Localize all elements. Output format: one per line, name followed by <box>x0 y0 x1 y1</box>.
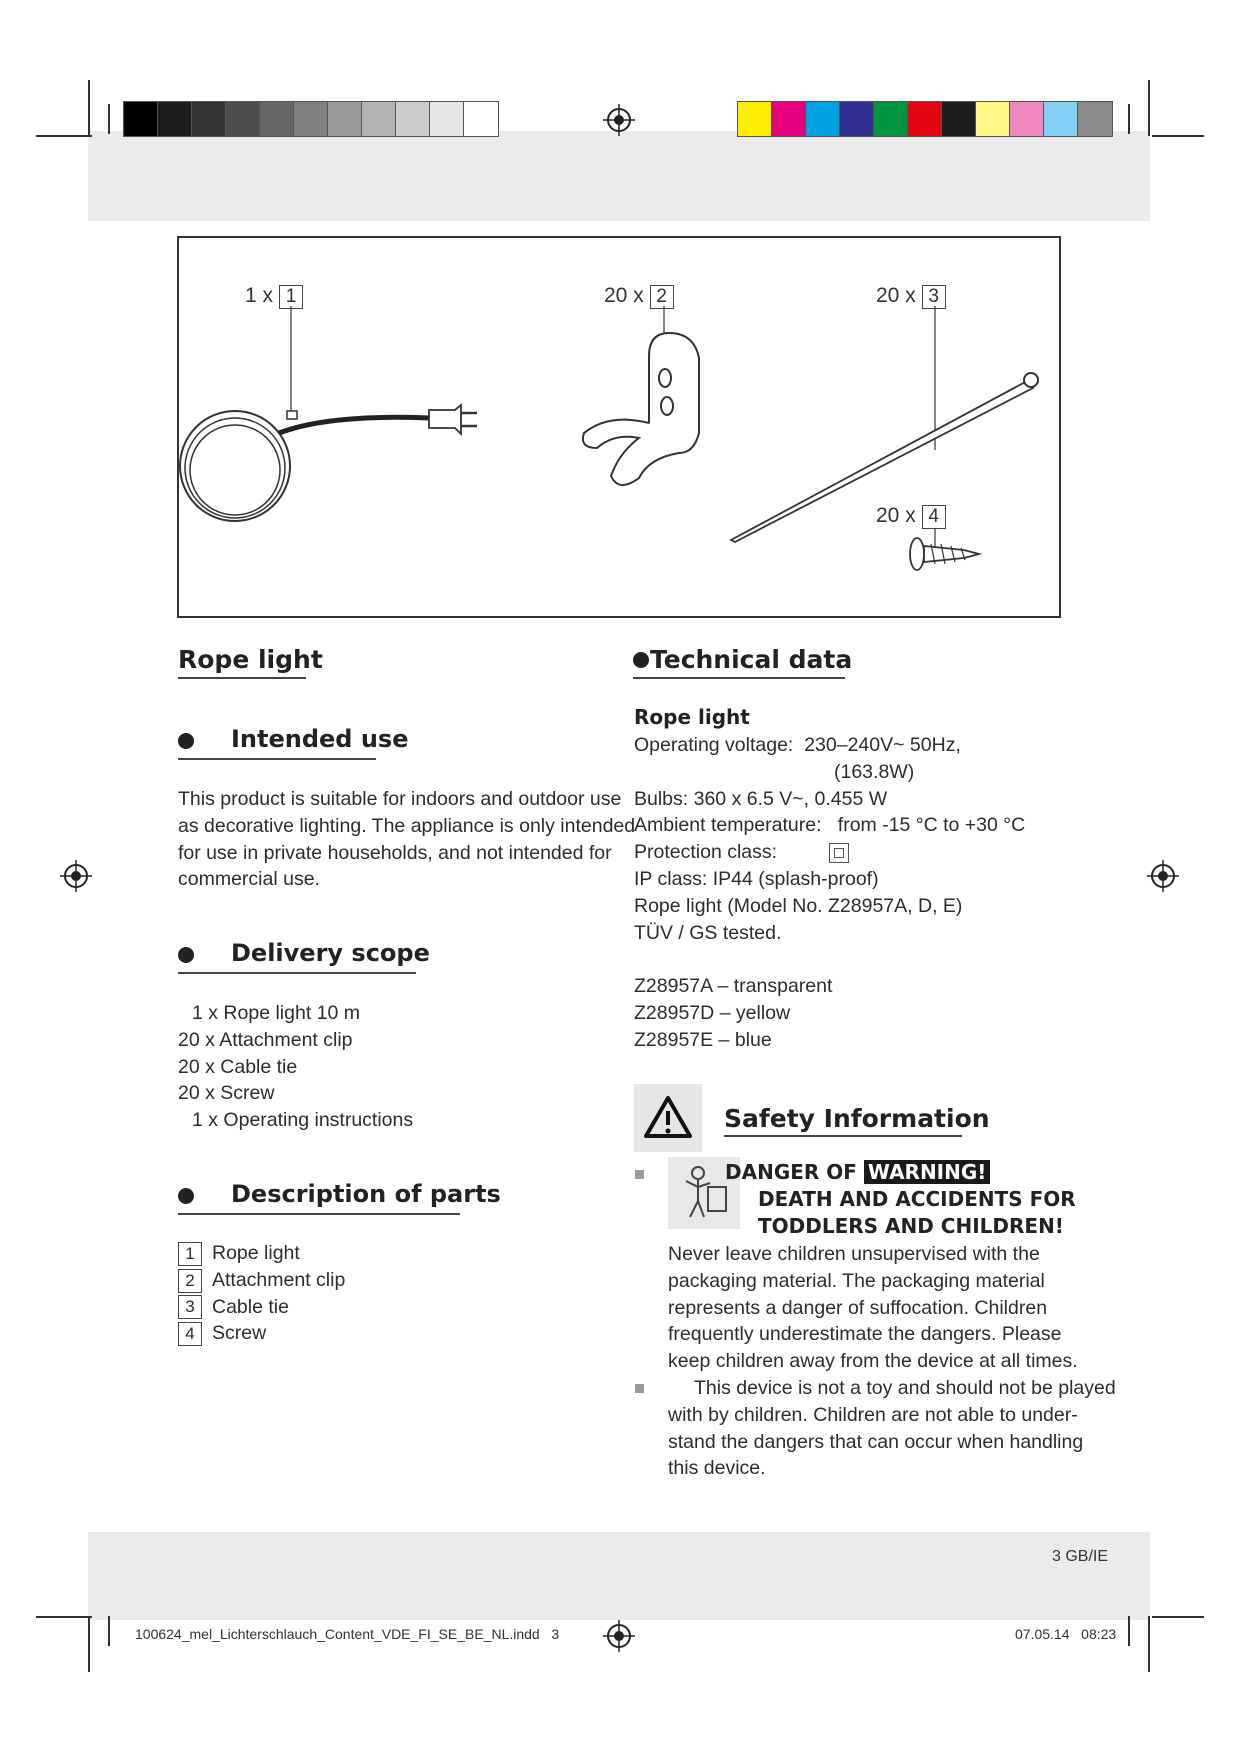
cable-tie-icon <box>731 373 1038 542</box>
spec-label: Ambient temperature: <box>634 814 822 837</box>
registration-mark-icon <box>1147 860 1179 892</box>
gray-swatch <box>396 102 430 136</box>
protection-class-ii-icon <box>829 843 849 863</box>
list-bullet-icon <box>635 1384 644 1393</box>
gray-swatch <box>260 102 294 136</box>
color-swatch <box>1010 102 1044 136</box>
registration-mark-icon <box>603 1620 635 1652</box>
part-number: 1 <box>178 1242 202 1266</box>
gray-swatch <box>328 102 362 136</box>
callout-qty: 20 x <box>604 284 644 307</box>
variant-item: Z28957E – blue <box>634 1028 772 1051</box>
crop-mark <box>1152 1616 1204 1618</box>
color-swatch <box>908 102 942 136</box>
heading-underline <box>178 972 416 974</box>
text-line: Never leave children unsupervised with the <box>668 1243 1040 1265</box>
section-bullet-icon <box>178 733 194 749</box>
text-line: packaging material. The packaging material <box>668 1269 1045 1292</box>
bottom-print-band <box>88 1532 1150 1620</box>
parts-illustration <box>177 236 1061 618</box>
crop-mark <box>1128 104 1130 134</box>
color-swatch <box>976 102 1010 136</box>
registration-mark-icon <box>603 104 635 136</box>
part-label: Attachment clip <box>212 1268 346 1291</box>
crop-mark <box>36 1616 92 1618</box>
screw-icon <box>910 538 979 570</box>
list-item <box>178 1320 345 1347</box>
gray-swatch <box>158 102 192 136</box>
color-swatch <box>806 102 840 136</box>
part-number: 3 <box>178 1295 202 1319</box>
color-swatch <box>840 102 874 136</box>
text-line: this device. <box>668 1457 766 1480</box>
description-heading: Description of parts <box>231 1180 501 1208</box>
danger-line-1 <box>725 1160 990 1184</box>
list-item: 20 x Screw <box>178 1082 275 1105</box>
gray-swatch <box>362 102 396 136</box>
text-line: This device is not a toy and should not be played <box>694 1377 1116 1399</box>
text-line: with by children. Children are not able to under- <box>668 1403 1078 1426</box>
danger-line-3: TODDLERS AND CHILDREN! <box>758 1214 1064 1238</box>
text-line: as decorative lighting. The appliance is only intended <box>178 814 636 837</box>
crop-mark <box>36 135 92 137</box>
spec-label: Protection class: <box>634 841 778 864</box>
gray-swatch <box>464 102 498 136</box>
callout-qty: 20 x <box>876 504 916 527</box>
heading-underline <box>724 1135 962 1137</box>
page-number: 3 GB/IE <box>1052 1548 1109 1565</box>
print-date: 07.05.14 08:23 <box>1015 1626 1117 1642</box>
part-number: 2 <box>178 1269 202 1293</box>
heading-underline <box>633 677 845 679</box>
list-item <box>178 1294 345 1321</box>
list-item: 1 x Operating instructions <box>192 1109 414 1132</box>
safety-paragraph-1 <box>668 1241 1078 1375</box>
spec-value: 230–240V~ 50Hz, <box>804 734 961 756</box>
spec-label: Operating voltage: <box>634 734 794 756</box>
crop-mark <box>1148 80 1150 136</box>
heading-underline <box>178 758 376 760</box>
attachment-clip-icon <box>583 333 699 485</box>
crop-mark <box>88 1616 90 1672</box>
list-item: 20 x Cable tie <box>178 1055 298 1078</box>
crop-mark <box>1148 1616 1150 1672</box>
gray-swatch <box>430 102 464 136</box>
spec-voltage <box>634 732 1025 759</box>
safety-heading: Safety Information <box>724 1104 990 1133</box>
delivery-scope-heading: Delivery scope <box>231 939 430 967</box>
variant-item: Z28957D – yellow <box>634 1001 791 1024</box>
part-label: Cable tie <box>212 1295 289 1318</box>
danger-word: DANGER OF <box>725 1160 857 1184</box>
color-swatch <box>772 102 806 136</box>
delivery-scope-list <box>178 1000 413 1134</box>
warning-triangle-icon <box>634 1084 702 1152</box>
callout-number: 4 <box>922 505 946 529</box>
crop-mark <box>88 80 90 136</box>
warning-tag: WARNING! <box>864 1160 991 1184</box>
rope-light-icon <box>180 405 477 521</box>
gray-swatch <box>294 102 328 136</box>
section-bullet-icon <box>178 1188 194 1204</box>
parts-drawing <box>179 238 1059 616</box>
section-bullet-icon <box>633 652 649 668</box>
top-print-band <box>88 131 1150 221</box>
text-line: commercial use. <box>178 868 320 891</box>
section-bullet-icon <box>178 947 194 963</box>
crop-mark <box>1152 135 1204 137</box>
intended-use-heading: Intended use <box>231 725 409 753</box>
part-label: Screw <box>212 1322 267 1345</box>
page-title: Rope light <box>178 645 323 674</box>
text-line: This product is suitable for indoors and outdoor use <box>178 788 622 810</box>
technical-data-list <box>634 732 1025 1054</box>
technical-subheading: Rope light <box>634 705 750 729</box>
gray-swatch <box>192 102 226 136</box>
spec-ambient <box>634 812 1025 839</box>
heading-underline <box>178 1213 460 1215</box>
text-line: represents a danger of suffocation. Children <box>668 1296 1048 1319</box>
part-label: Rope light <box>212 1242 300 1264</box>
text-line: keep children away from the device at all times. <box>668 1350 1078 1373</box>
gray-swatch <box>124 102 158 136</box>
crop-mark <box>108 1616 110 1646</box>
callout-number: 1 <box>279 285 303 309</box>
callout-number: 2 <box>650 285 674 309</box>
danger-line-2: DEATH AND ACCIDENTS FOR <box>758 1187 1076 1211</box>
part-number: 4 <box>178 1322 202 1346</box>
gray-swatch <box>226 102 260 136</box>
callout-qty: 20 x <box>876 284 916 307</box>
crop-mark <box>108 104 110 134</box>
safety-paragraph-2 <box>668 1375 1116 1482</box>
spec-voltage-cont: (163.8W) <box>834 760 915 783</box>
text-line: frequently underestimate the dangers. Please <box>668 1323 1062 1346</box>
parts-list <box>178 1240 345 1347</box>
color-swatch <box>738 102 772 136</box>
spec-bulbs: Bulbs: 360 x 6.5 V~, 0.455 W <box>634 787 888 810</box>
callout-qty: 1 x <box>245 284 274 307</box>
callout-number: 3 <box>922 285 946 309</box>
registration-mark-icon <box>60 860 92 892</box>
file-slug: 100624_mel_Lichterschlauch_Content_VDE_FI_SE_BE_NL.indd 3 <box>135 1626 560 1642</box>
spec-ip: IP class: IP44 (splash-proof) <box>634 867 879 890</box>
intended-use-text <box>178 786 635 893</box>
technical-data-heading: Technical data <box>650 645 853 674</box>
list-item <box>178 1267 345 1294</box>
spec-model: Rope light (Model No. Z28957A, D, E) <box>634 894 963 917</box>
spec-protection <box>634 839 1025 866</box>
text-line: for use in private households, and not intended for <box>178 841 612 864</box>
variant-item: Z28957A – transparent <box>634 975 833 998</box>
text-line: stand the dangers that can occur when handling <box>668 1430 1084 1453</box>
spacer <box>634 946 1025 973</box>
crop-mark <box>1128 1616 1130 1646</box>
spec-tested: TÜV / GS tested. <box>634 921 782 944</box>
color-swatch <box>942 102 976 136</box>
title-underline <box>178 677 306 679</box>
spec-value: from -15 °C to +30 °C <box>837 814 1026 837</box>
list-item: 20 x Attachment clip <box>178 1028 353 1051</box>
list-bullet-icon <box>635 1170 644 1179</box>
color-swatch <box>874 102 908 136</box>
list-item <box>178 1240 345 1267</box>
color-swatch <box>1044 102 1078 136</box>
list-item: 1 x Rope light 10 m <box>192 1002 361 1024</box>
color-swatch <box>1078 102 1112 136</box>
